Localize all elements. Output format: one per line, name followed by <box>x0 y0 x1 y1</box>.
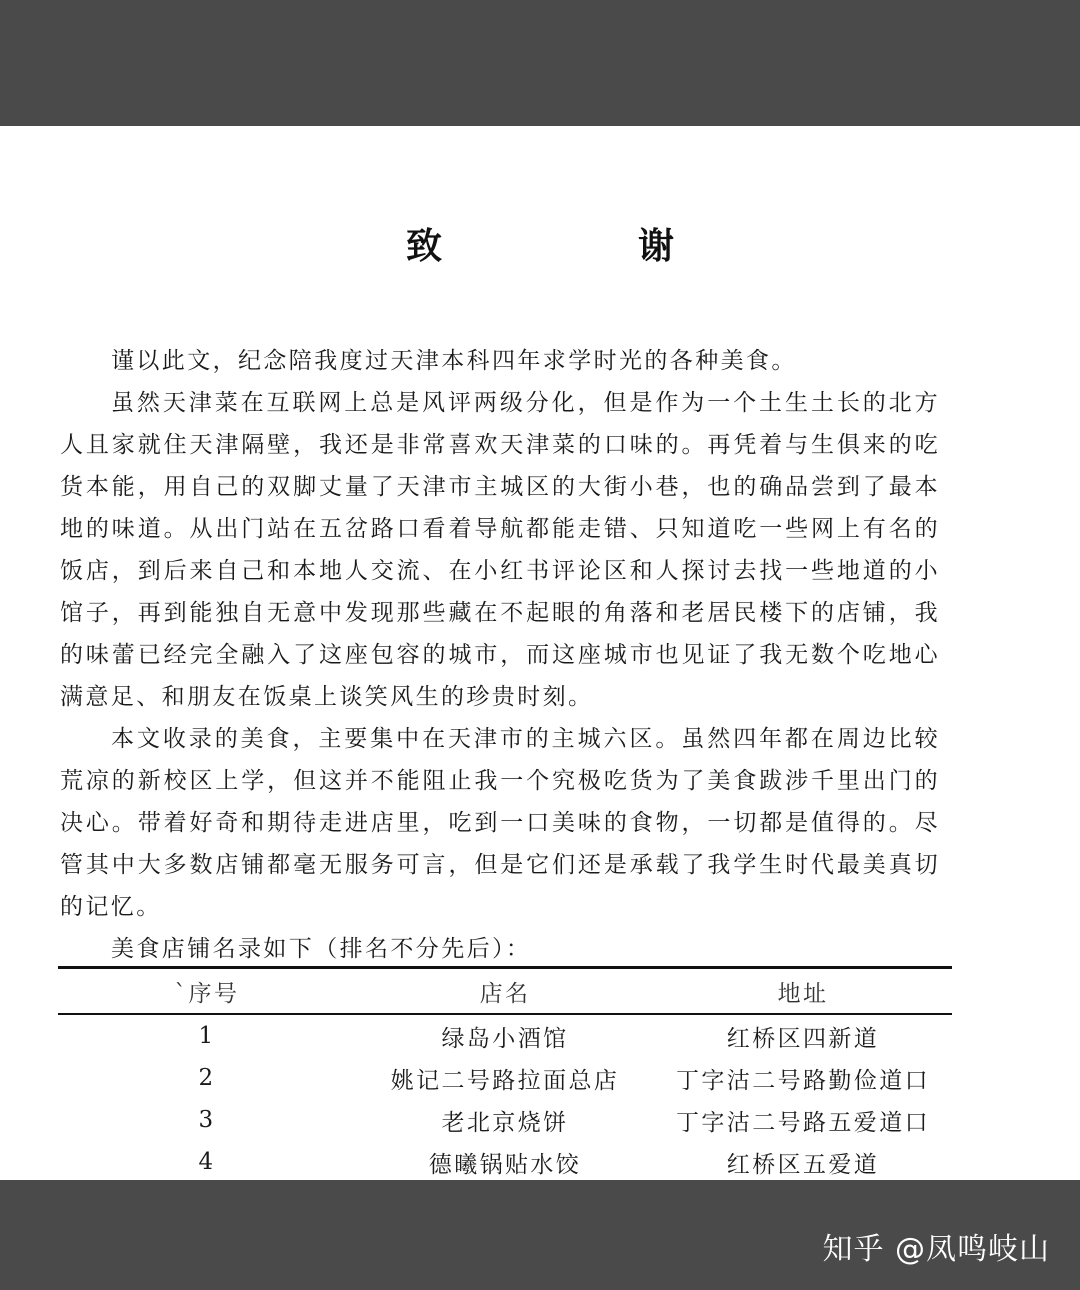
row-number: 4 <box>198 1149 216 1175</box>
row-number: 2 <box>198 1065 216 1091</box>
row-address: 红桥区五爱道 <box>726 1151 880 1178</box>
header-address: 地址 <box>777 980 829 1007</box>
table-row <box>58 1057 952 1099</box>
row-name: 老北京烧饼 <box>441 1109 569 1136</box>
table-row <box>58 1015 952 1057</box>
row-name: 绿岛小酒馆 <box>441 1025 569 1052</box>
row-name: 德曦锅贴水饺 <box>428 1151 582 1178</box>
row-address: 丁字沽二号路勤俭道口 <box>676 1067 930 1094</box>
top-dark-band <box>0 0 1080 126</box>
header-name: 店名 <box>479 980 531 1007</box>
row-address: 红桥区四新道 <box>726 1025 880 1052</box>
document-page <box>0 126 1080 1180</box>
row-address: 丁字沽二号路五爱道口 <box>676 1109 930 1136</box>
acknowledgement-body <box>60 340 940 970</box>
page-title: 致 谢 <box>405 225 754 267</box>
paragraph-3: 本文收录的美食，主要集中在天津市的主城六区。虽然四年都在周边比较荒凉的新校区上学，但这并不能阻止我一个究极吃货为了美食跋涉千里出门的决心。带着好奇和期待走进店里，吃到一口美味的食物，一切都是值得的。尽管其中大多数店铺都毫无服务可言，但是它们还是承载了我学生时代最美真切的记忆。 <box>60 726 940 920</box>
table-row <box>58 1141 952 1180</box>
zhihu-watermark: 知乎 @凤鸣岐山 <box>822 1232 1050 1267</box>
header-number: `序号 <box>174 980 240 1007</box>
paragraph-1: 谨以此文，纪念陪我度过天津本科四年求学时光的各种美食。 <box>111 348 797 374</box>
table-header-row <box>58 969 952 1013</box>
restaurant-table <box>58 966 952 1180</box>
row-name: 姚记二号路拉面总店 <box>390 1067 620 1094</box>
paragraph-2: 虽然天津菜在互联网上总是风评两级分化，但是作为一个土生土长的北方人且家就住天津隔壁，我还是非常喜欢天津菜的口味的。再凭着与生俱来的吃货本能，用自己的双脚丈量了天津市主城区的大街小巷，也的确品尝到了最本地的味道。从出门站在五岔路口看着导航都能走错、只知道吃一些网上有名的饭店，到后来自己和本地人交流、在小红书评论区和人探讨去找一些地道的小馆子，再到能独自无意中发现那些藏在不起眼的角落和老居民楼下的店铺，我的味蕾已经完全融入了这座包容的城市，而这座城市也见证了我无数个吃地心满意足、和朋友在饭桌上谈笑风生的珍贵时刻。 <box>60 390 940 710</box>
row-number: 1 <box>198 1023 216 1049</box>
row-number: 3 <box>198 1107 216 1133</box>
paragraph-4: 美食店铺名录如下（排名不分先后）： <box>111 936 532 962</box>
table-row <box>58 1099 952 1141</box>
